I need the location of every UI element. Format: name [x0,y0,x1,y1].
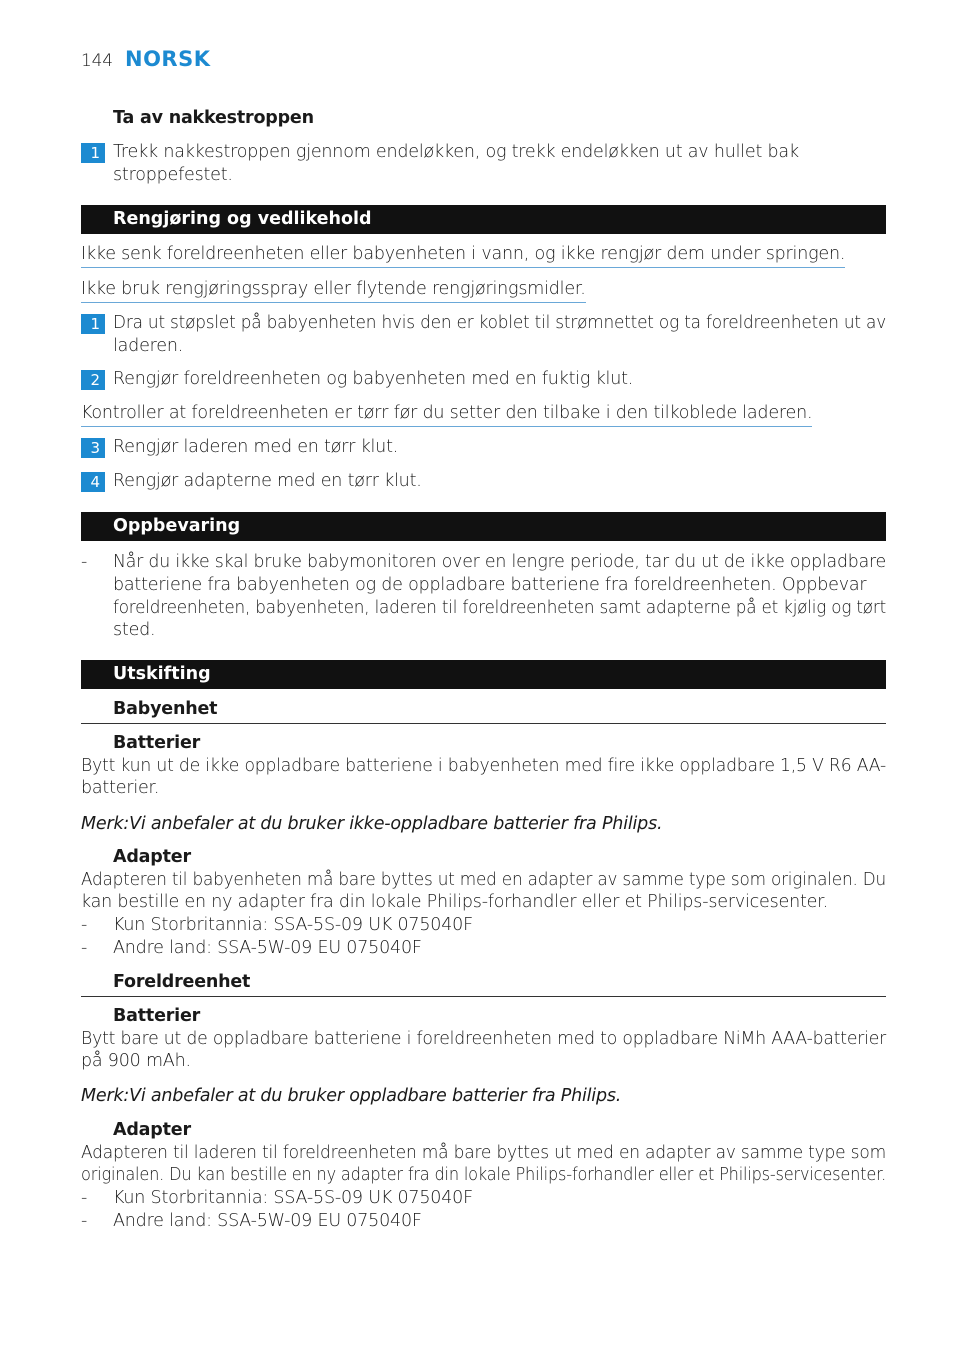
baby-unit-heading: Babyenhet [113,699,218,719]
baby-battery-note: Merk:Vi anbefaler at du bruker ikke-oppladbare batterier fra Philips. [81,814,663,834]
replacement-section-bar [81,660,886,689]
cleaning-warning-3: Kontroller at foreldreenheten er tørr før du setter den tilbake i den tilkoblede laderen. [81,402,812,427]
parent-battery-line2: på 900 mAh. [81,1051,191,1071]
parent-battery-heading: Batterier [113,1006,201,1026]
storage-text-line2: batteriene fra babyenheten og de oppladbare batteriene fra foreldreenheten. Oppbevar [113,575,867,595]
neck-strap-heading: Ta av nakkestroppen [113,108,314,128]
parent-adapter-line1: Adapteren til laderen til foreldreenheten må bare byttes ut med en adapter av samme type som [81,1143,886,1163]
cleaning-step-1-line2: laderen. [113,336,184,356]
storage-text-line1: Når du ikke skal bruke babymonitoren over en lengre periode, tar du ut de ikke oppladbare [113,552,887,572]
divider [81,996,886,997]
parent-adapter-heading: Adapter [113,1120,191,1140]
divider [81,723,886,724]
storage-section-title: Oppbevaring [113,516,241,536]
baby-adapter-heading: Adapter [113,847,191,867]
baby-battery-line1: Bytt kun ut de ikke oppladbare batteriene i babyenheten med fire ikke oppladbare 1,5 V R6 AA- [81,756,886,776]
bullet-dash: - [81,1211,88,1231]
parent-adapter-list-item-1: Kun Storbritannia: SSA-5S-09 UK 075040F [113,1188,473,1208]
cleaning-warning-1: Ikke senk foreldreenheten eller babyenheten i vann, og ikke rengjør dem under springen. [81,243,845,268]
bullet-dash: - [81,552,88,572]
step-number: 3 [81,438,105,458]
page-number: 144 [81,51,113,71]
parent-adapter-list-item-2: Andre land: SSA-5W-09 EU 075040F [113,1211,422,1231]
parent-battery-line1: Bytt bare ut de oppladbare batteriene i foreldreenheten med to oppladbare NiMh AAA-batterier [81,1029,887,1049]
neck-step-1-line1: Trekk nakkestroppen gjennom endeløkken, og trekk endeløkken ut av hullet bak [113,142,799,162]
cleaning-warning-2: Ikke bruk rengjøringsspray eller flytende rengjøringsmidler. [81,278,586,303]
parent-battery-note: Merk:Vi anbefaler at du bruker oppladbare batterier fra Philips. [81,1086,622,1106]
step-number: 4 [81,472,105,492]
baby-adapter-line2: kan bestille en ny adapter fra din lokale Philips-forhandler eller et Philips-servicesenter. [81,892,828,912]
bullet-dash: - [81,938,88,958]
parent-adapter-line2: originalen. Du kan bestille en ny adapter fra din lokale Philips-forhandler eller et Philips-servicesenter. [81,1165,887,1185]
baby-battery-heading: Batterier [113,733,201,753]
baby-adapter-list-item-1: Kun Storbritannia: SSA-5S-09 UK 075040F [113,915,473,935]
baby-adapter-line1: Adapteren til babyenheten må bare byttes ut med en adapter av samme type som originalen. Du [81,870,887,890]
cleaning-step-4: Rengjør adapterne med en tørr klut. [113,471,422,491]
step-number: 1 [81,314,105,334]
language-title: NORSK [125,47,211,71]
parent-unit-heading: Foreldreenhet [113,972,251,992]
storage-section-bar [81,512,886,541]
cleaning-section-bar [81,205,886,234]
bullet-dash: - [81,915,88,935]
step-number: 2 [81,370,105,390]
neck-step-1-line2: stroppefestet. [113,165,233,185]
baby-adapter-list-item-2: Andre land: SSA-5W-09 EU 075040F [113,938,422,958]
cleaning-section-title: Rengjøring og vedlikehold [113,209,372,229]
bullet-dash: - [81,1188,88,1208]
storage-text-line3: foreldreenheten, babyenheten, laderen til foreldreenheten samt adapterne på et kjølig og tørt [113,598,886,618]
cleaning-step-2: Rengjør foreldreenheten og babyenheten med en fuktig klut. [113,369,634,389]
step-number: 1 [81,143,105,163]
cleaning-step-1-line1: Dra ut støpslet på babyenheten hvis den er koblet til strømnettet og ta foreldreenheten ut av [113,313,887,333]
baby-battery-line2: batterier. [81,778,160,798]
storage-text-line4: sted. [113,620,156,640]
cleaning-step-3: Rengjør laderen med en tørr klut. [113,437,399,457]
replacement-section-title: Utskifting [113,664,211,684]
